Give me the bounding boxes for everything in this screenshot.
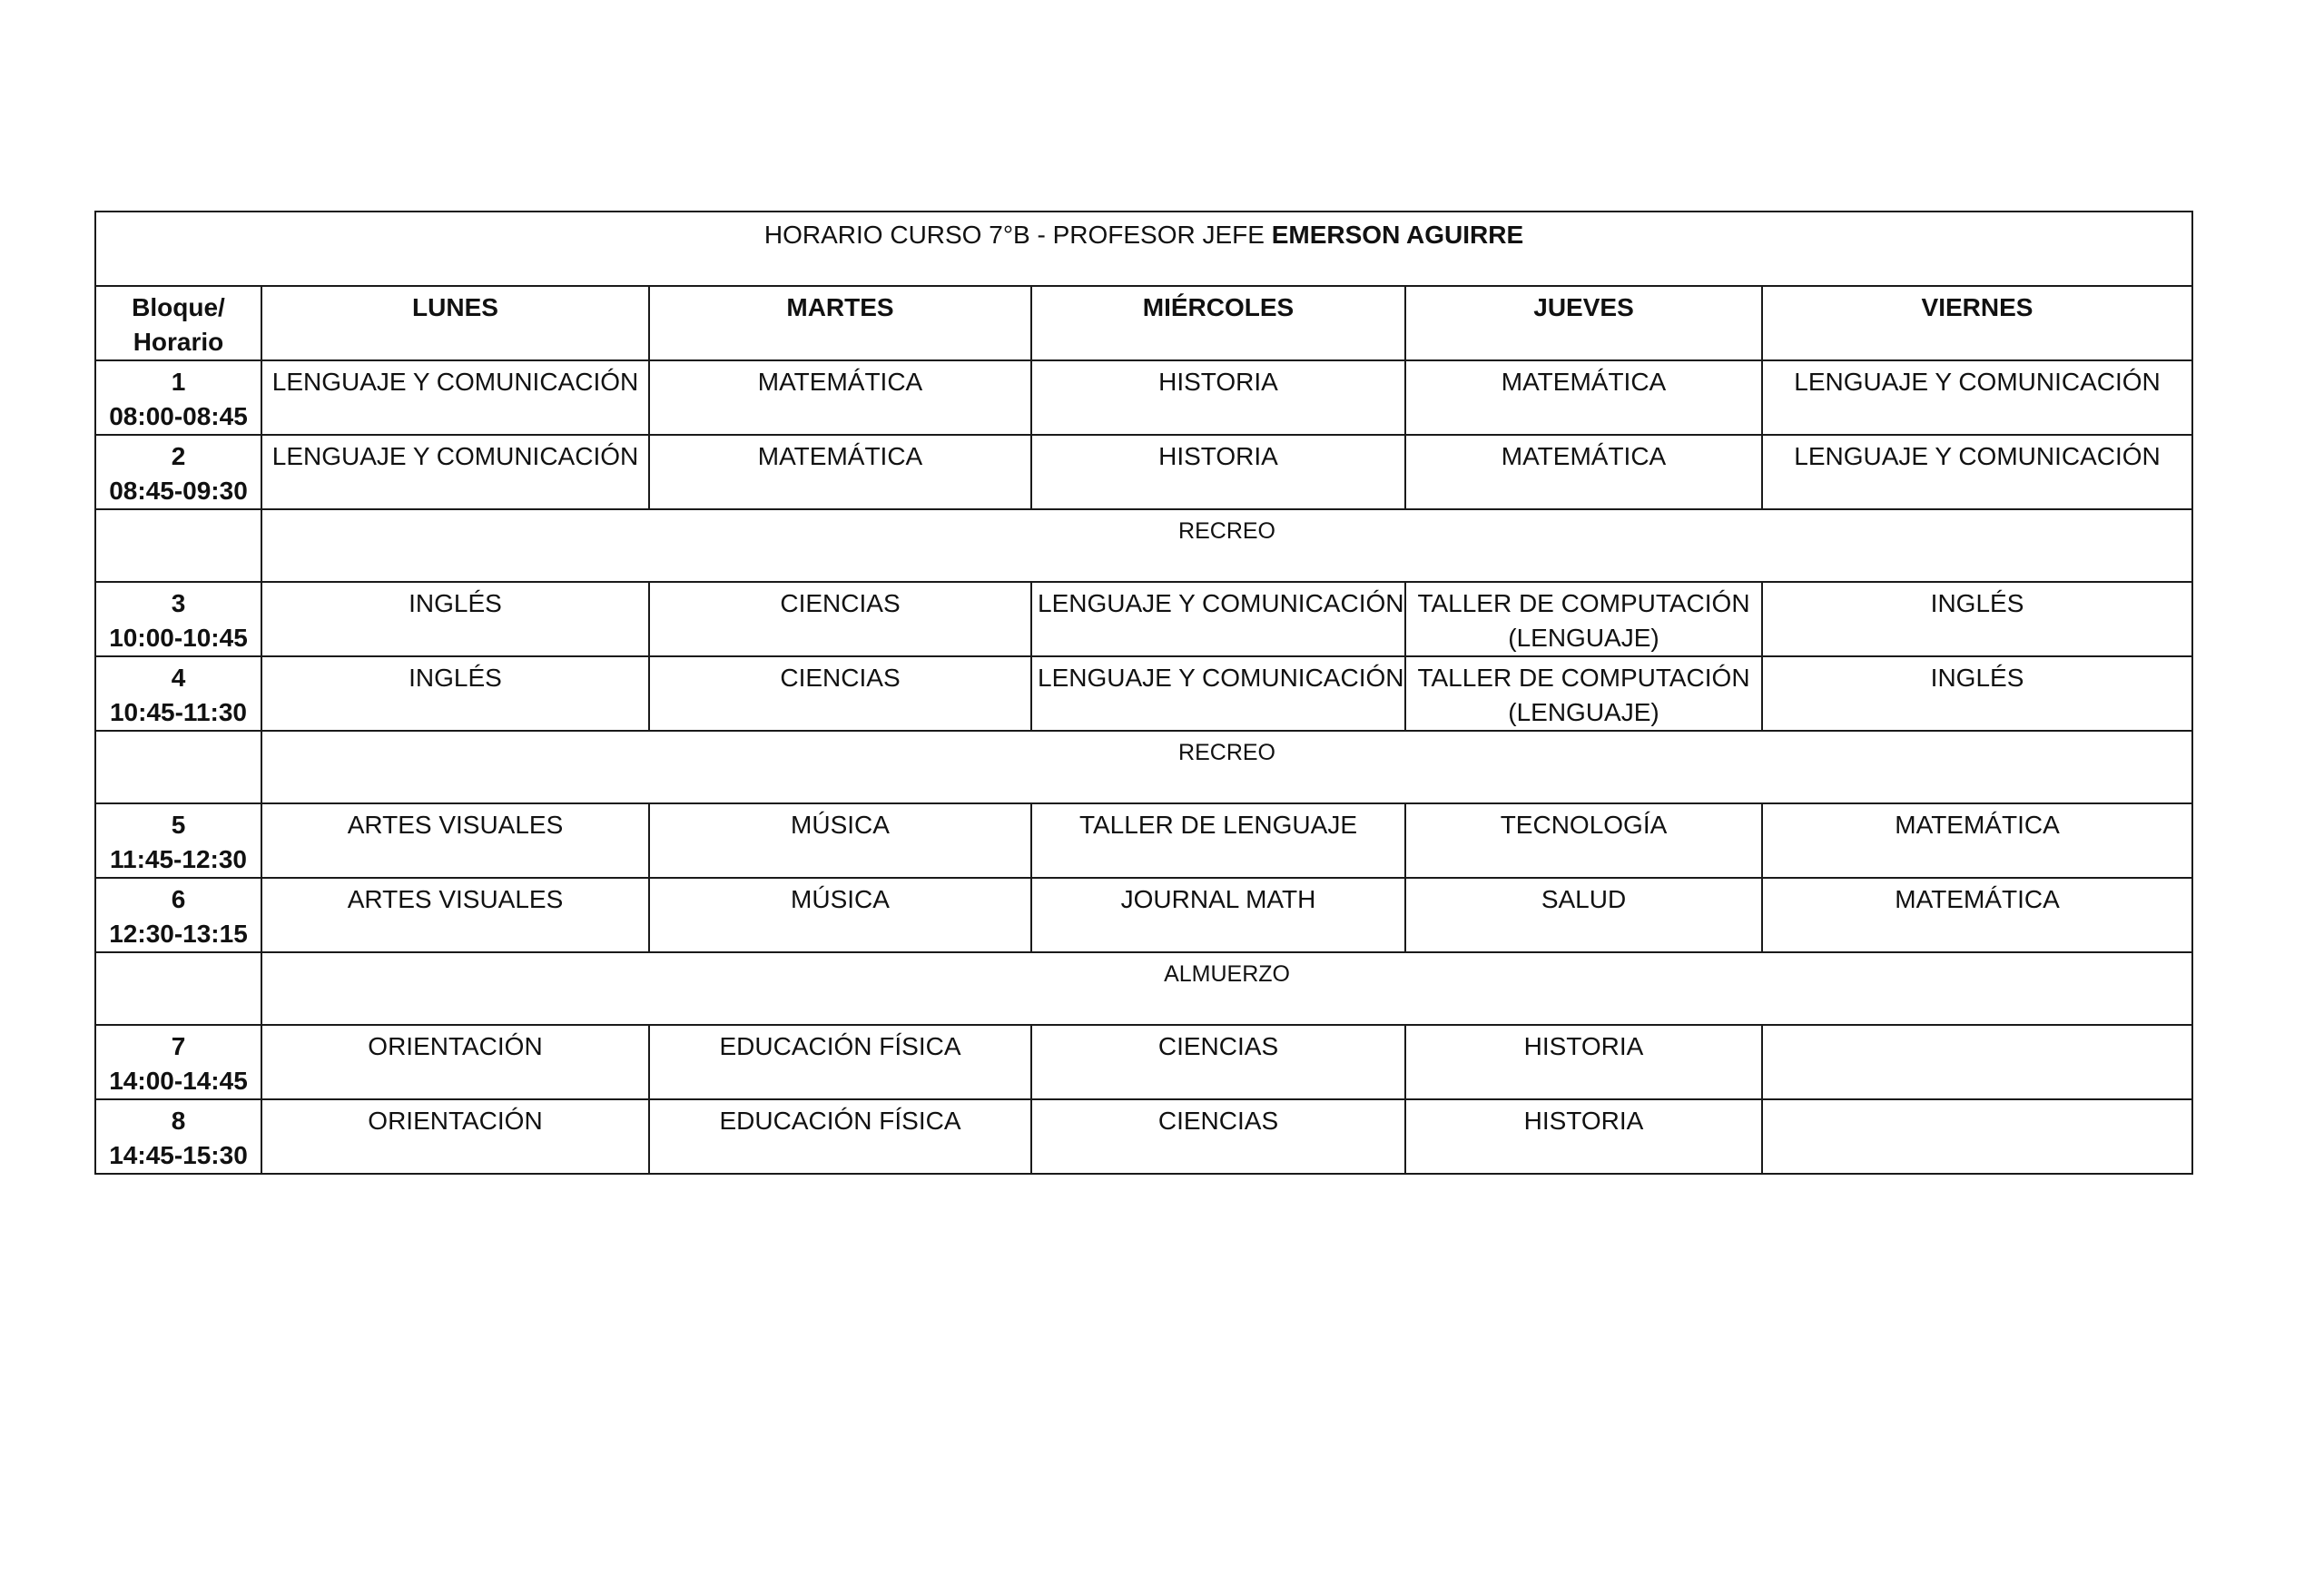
block-cell	[95, 656, 261, 731]
teacher-name: EMERSON AGUIRRE	[1271, 221, 1524, 249]
subject-cell-martes	[649, 435, 1031, 509]
subject-name: TALLER DE LENGUAJE	[1078, 811, 1358, 839]
subject-cell-jueves	[1405, 1099, 1762, 1174]
subject-cell-miercoles	[1031, 1025, 1405, 1099]
subject-cell-viernes	[1762, 582, 2192, 656]
subject-cell-martes	[649, 803, 1031, 878]
day-header-miercoles: MIÉRCOLES	[1031, 286, 1405, 360]
subject-cell-lunes	[261, 1099, 649, 1174]
block-time: 14:00-14:45	[109, 1067, 248, 1095]
subject-cell-lunes	[261, 656, 649, 731]
subject-name: (LENGUAJE)	[1508, 698, 1659, 726]
subject-cell-jueves	[1405, 803, 1762, 878]
day-header-jueves: JUEVES	[1405, 286, 1762, 360]
subject-name: LENGUAJE Y COMUNICACIÓN	[1794, 368, 2161, 396]
subject-cell-martes	[649, 1099, 1031, 1174]
block-cell	[95, 1025, 261, 1099]
schedule-table	[94, 211, 2193, 1175]
subject-cell-martes	[649, 360, 1031, 435]
subject-cell-viernes	[1762, 803, 2192, 878]
subject-cell-lunes	[261, 803, 649, 878]
subject-cell-viernes	[1762, 435, 2192, 509]
block-time: 12:30-13:15	[109, 920, 248, 948]
subject-cell-viernes	[1762, 1025, 2192, 1099]
subject-cell-jueves	[1405, 582, 1762, 656]
subject-name: CIENCIAS	[1157, 1107, 1279, 1135]
block-cell	[95, 878, 261, 952]
subject-name: CIENCIAS	[780, 589, 901, 617]
subject-cell-martes	[649, 582, 1031, 656]
block-header-line-2: Horario	[133, 328, 224, 356]
break-block-cell	[95, 731, 261, 803]
block-time: 10:00-10:45	[109, 624, 248, 652]
subject-name: ORIENTACIÓN	[368, 1032, 543, 1060]
break-block-cell	[95, 952, 261, 1025]
subject-name: JOURNAL MATH	[1120, 885, 1316, 913]
subject-name: CIENCIAS	[1157, 1032, 1279, 1060]
block-cell	[95, 582, 261, 656]
block-row	[95, 656, 2192, 731]
block-number: 6	[171, 885, 186, 913]
block-number: 3	[171, 589, 186, 617]
subject-name: (LENGUAJE)	[1508, 624, 1659, 652]
subject-cell-martes	[649, 1025, 1031, 1099]
subject-cell-lunes	[261, 435, 649, 509]
block-number: 5	[171, 811, 186, 839]
subject-cell-jueves	[1405, 360, 1762, 435]
block-cell	[95, 803, 261, 878]
block-cell	[95, 1099, 261, 1174]
subject-name: EDUCACIÓN FÍSICA	[719, 1032, 961, 1060]
subject-name: INGLÉS	[1930, 664, 2024, 692]
block-row	[95, 360, 2192, 435]
break-block-cell	[95, 509, 261, 582]
subject-cell-miercoles	[1031, 1099, 1405, 1174]
subject-name: TECNOLOGÍA	[1500, 811, 1668, 839]
subject-name: ORIENTACIÓN	[368, 1107, 543, 1135]
subject-name: HISTORIA	[1158, 442, 1278, 470]
subject-name: HISTORIA	[1523, 1107, 1644, 1135]
block-header-line-1: Bloque/	[132, 293, 225, 321]
subject-cell-jueves	[1405, 656, 1762, 731]
subject-cell-viernes	[1762, 1099, 2192, 1174]
block-number: 8	[171, 1107, 186, 1135]
header-row	[95, 286, 2192, 360]
subject-name: TALLER DE COMPUTACIÓN	[1417, 589, 1750, 617]
block-time: 10:45-11:30	[109, 698, 247, 726]
subject-cell-lunes	[261, 1025, 649, 1099]
title-row	[95, 212, 2192, 286]
subject-name: MATEMÁTICA	[1501, 368, 1667, 396]
subject-name: HISTORIA	[1523, 1032, 1644, 1060]
block-row	[95, 1025, 2192, 1099]
subject-name: CIENCIAS	[780, 664, 901, 692]
subject-cell-viernes	[1762, 656, 2192, 731]
day-header-viernes: VIERNES	[1762, 286, 2192, 360]
subject-name: LENGUAJE Y COMUNICACIÓN	[1794, 442, 2161, 470]
subject-cell-jueves	[1405, 878, 1762, 952]
subject-cell-miercoles	[1031, 878, 1405, 952]
block-time: 11:45-12:30	[109, 845, 247, 873]
block-time: 08:00-08:45	[109, 402, 248, 430]
day-header-lunes: LUNES	[261, 286, 649, 360]
subject-name: MÚSICA	[791, 811, 890, 839]
break-label: RECREO	[261, 731, 2192, 803]
subject-name: TALLER DE COMPUTACIÓN	[1417, 664, 1750, 692]
subject-cell-jueves	[1405, 1025, 1762, 1099]
subject-name: ARTES VISUALES	[347, 885, 564, 913]
subject-name: SALUD	[1541, 885, 1627, 913]
block-number: 4	[171, 664, 186, 692]
subject-cell-miercoles	[1031, 803, 1405, 878]
subject-name: MATEMÁTICA	[757, 368, 923, 396]
block-cell	[95, 360, 261, 435]
subject-name: ARTES VISUALES	[347, 811, 564, 839]
subject-cell-miercoles	[1031, 360, 1405, 435]
break-label: ALMUERZO	[261, 952, 2192, 1025]
break-row	[95, 952, 2192, 1025]
block-time-header	[95, 286, 261, 360]
block-row	[95, 878, 2192, 952]
subject-name: MATEMÁTICA	[757, 442, 923, 470]
break-label: RECREO	[261, 509, 2192, 582]
title-prefix: HORARIO CURSO 7°B - PROFESOR JEFE	[763, 221, 1272, 249]
schedule-body	[95, 212, 2192, 1174]
subject-cell-viernes	[1762, 878, 2192, 952]
day-header-martes: MARTES	[649, 286, 1031, 360]
subject-cell-jueves	[1405, 435, 1762, 509]
subject-name: LENGUAJE Y COMUNICACIÓN	[271, 368, 639, 396]
subject-name: MÚSICA	[791, 885, 890, 913]
block-row	[95, 1099, 2192, 1174]
subject-name: LENGUAJE Y COMUNICACIÓN	[1038, 664, 1404, 692]
subject-cell-lunes	[261, 582, 649, 656]
subject-name: HISTORIA	[1158, 368, 1278, 396]
subject-name: INGLÉS	[1930, 589, 2024, 617]
schedule-title	[95, 212, 2192, 286]
subject-name: MATEMÁTICA	[1895, 885, 2060, 913]
subject-name: LENGUAJE Y COMUNICACIÓN	[271, 442, 639, 470]
subject-name: INGLÉS	[409, 664, 502, 692]
subject-cell-lunes	[261, 878, 649, 952]
subject-cell-martes	[649, 656, 1031, 731]
subject-cell-miercoles	[1031, 656, 1405, 731]
block-number: 7	[171, 1032, 186, 1060]
block-time: 08:45-09:30	[109, 477, 248, 505]
break-row	[95, 509, 2192, 582]
subject-name: INGLÉS	[409, 589, 502, 617]
block-number: 1	[171, 368, 186, 396]
block-row	[95, 435, 2192, 509]
block-row	[95, 582, 2192, 656]
block-time: 14:45-15:30	[109, 1141, 248, 1169]
subject-name: MATEMÁTICA	[1895, 811, 2060, 839]
subject-name: MATEMÁTICA	[1501, 442, 1667, 470]
block-number: 2	[171, 442, 186, 470]
subject-name: EDUCACIÓN FÍSICA	[719, 1107, 961, 1135]
block-row	[95, 803, 2192, 878]
subject-cell-miercoles	[1031, 582, 1405, 656]
subject-cell-miercoles	[1031, 435, 1405, 509]
subject-name: LENGUAJE Y COMUNICACIÓN	[1038, 589, 1404, 617]
subject-cell-viernes	[1762, 360, 2192, 435]
subject-cell-martes	[649, 878, 1031, 952]
break-row	[95, 731, 2192, 803]
subject-cell-lunes	[261, 360, 649, 435]
block-cell	[95, 435, 261, 509]
